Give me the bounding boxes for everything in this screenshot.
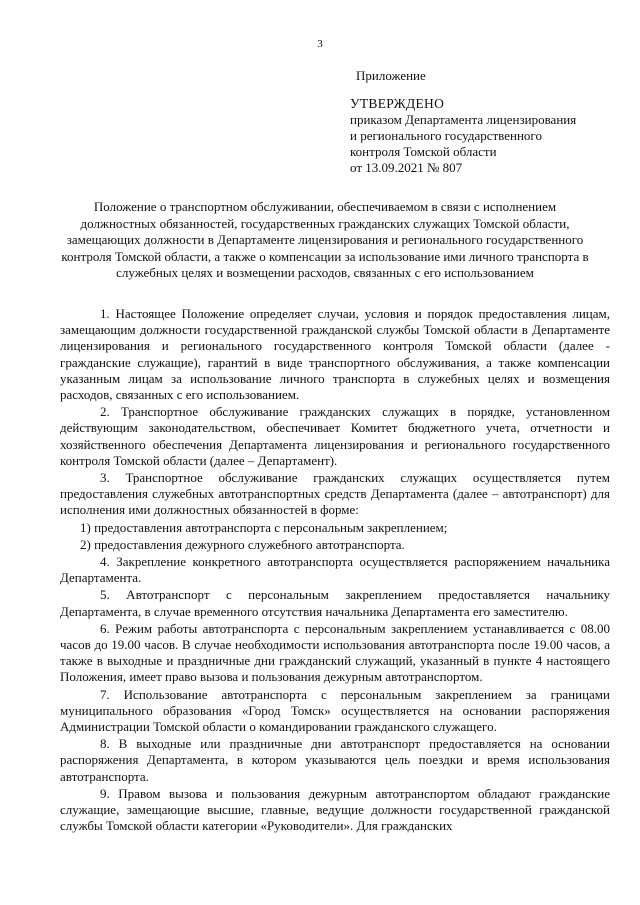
paragraph: 1) предоставления автотранспорта с персональным закреплением; <box>80 519 448 535</box>
paragraph: 2. Транспортное обслуживание гражданских служащих в порядке, установленном действующим законодательством, обеспечивает Комитет бюджетного учета, отчетности и хозяйственного обеспечения Департамента лицензирования и регионального государственного контроля Томской области (далее – Департамент). <box>60 404 610 468</box>
paragraph: 8. В выходные или праздничные дни автотранспорт предоставляется на основании распоряжения Департамента, в котором указываются цель поездки и время использования автотранспорта. <box>60 736 610 784</box>
appendix-label: Приложение <box>356 68 426 83</box>
paragraph: 3. Транспортное обслуживание гражданских служащих осуществляется путем предоставления служебных автотранспортных средств Департамента (далее – автотранспорт) для исполнения ими должностных обязанностей в форме: <box>60 470 610 518</box>
approval-line: и регионального государственного <box>350 128 542 143</box>
document-title: Положение о транспортном обслуживании, обеспечиваемом в связи с исполнением должностных обязанностей, государственных гражданских служащих Томской области, замещающих должности в Департаменте лицензирования и регионального государственного контроля Томской области, а также о компенсации за использование ими личного транспорта в служебных целях и возмещении расходов, связанных с его использованием <box>61 199 589 280</box>
approved-label: УТВЕРЖДЕНО <box>350 96 445 111</box>
approval-line: контроля Томской области <box>350 144 497 159</box>
approval-line: от 13.09.2021 № 807 <box>350 160 463 175</box>
paragraph: 1. Настоящее Положение определяет случаи, условия и порядок предоставления лицам, замещающим должности государственной гражданской службы Томской области в Департаменте лицензирования и регионального государственного контроля Томской области (далее - гражданские служащие), гарантий в виде транспортного обслуживания, а также компенсации указанным лицам за использование личного транспорта в служебных целях и возмещения расходов, связанных с его использованием. <box>60 306 610 403</box>
page-number: 3 <box>317 38 323 50</box>
paragraph: 2) предоставления дежурного служебного автотранспорта. <box>80 536 405 552</box>
approval-line: приказом Департамента лицензирования <box>350 112 577 127</box>
paragraph: 7. Использование автотранспорта с персональным закреплением за границами муниципального образования «Город Томск» осуществляется на основании распоряжения Администрации Томской области о командировании гражданского служащего. <box>60 686 610 735</box>
paragraph: 6. Режим работы автотранспорта с персональным закреплением устанавливается с 08.00 часов до 19.00 часов. В случае необходимости использования автотранспорта после 19.00 часов, а также в выходные и праздничные дни гражданский служащий, указанный в пункте 4 настоящего Положения, имеет право вызова и пользования дежурным автотранспортом. <box>60 620 610 685</box>
document-body <box>60 306 610 835</box>
paragraph: 9. Правом вызова и пользования дежурным автотранспортом обладают гражданские служащие, замещающие высшие, главные, ведущие должности государственной гражданской службы Томской области категории «Руководители». Для гражданских <box>60 785 610 834</box>
paragraph: 5. Автотранспорт с персональным закреплением предоставляется начальнику Департамента, в случае временного отсутствия начальника Департамента его заместителю. <box>60 587 610 619</box>
paragraph: 4. Закрепление конкретного автотранспорта осуществляется распоряжением начальника Департамента. <box>60 554 610 586</box>
approval-block <box>350 68 610 176</box>
